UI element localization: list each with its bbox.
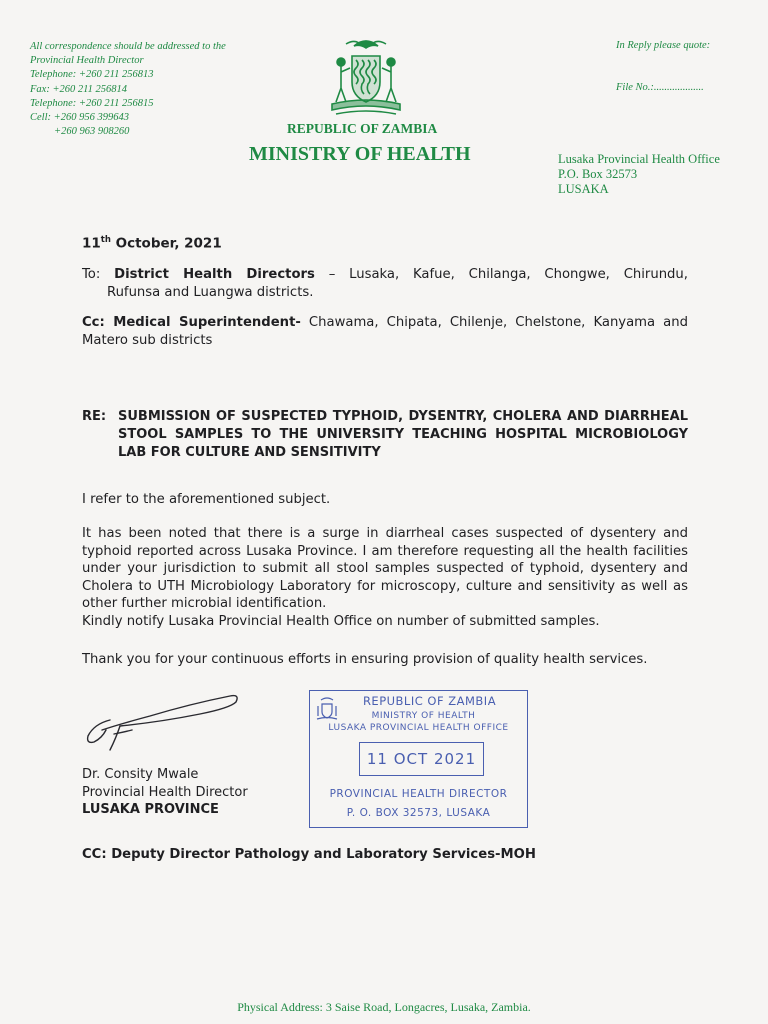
paragraph-intro: I refer to the aforementioned subject. bbox=[82, 492, 331, 507]
coat-of-arms-icon bbox=[326, 34, 406, 120]
subject-text: SUBMISSION OF SUSPECTED TYPHOID, DYSENTRY, CHOLERA AND DIARRHEAL STOOL SAMPLES TO THE UNIVERSITY TEACHING HOSPITAL MICROBIOLOGY LAB FOR CULTURE AND SENSITIVITY bbox=[118, 409, 688, 460]
correspondence-line: Fax: +260 211 256814 bbox=[30, 83, 128, 95]
correspondence-line: Telephone: +260 211 256815 bbox=[30, 97, 154, 109]
date-day: 11 bbox=[82, 235, 101, 252]
letter-date bbox=[82, 235, 222, 252]
office-address bbox=[558, 152, 720, 197]
correspondence-block bbox=[30, 40, 226, 139]
republic-heading: REPUBLIC OF ZAMBIA bbox=[287, 121, 438, 136]
correspondence-line: +260 963 908260 bbox=[54, 126, 130, 138]
subject-label: RE: bbox=[82, 409, 107, 424]
stamp-date: 11 OCT 2021 bbox=[359, 742, 484, 776]
to-label: To: bbox=[82, 267, 115, 282]
office-stamp bbox=[309, 690, 528, 828]
date-suffix: th bbox=[100, 235, 111, 245]
paragraph-request: It has been noted that there is a surge in diarrheal cases suspected of dysentery and typhoid reported across Lusaka Province. I am therefore requesting all the health facilities under your jurisdiction to submit all stool samples suspected of typhoid, dysentery and Cholera to UTH Microbiology Laboratory for microscopy, culture and sensitivity as well as other further microbial identification. bbox=[82, 526, 688, 611]
signature-mark bbox=[80, 690, 250, 760]
paragraph-body bbox=[82, 525, 688, 630]
paragraph-thanks: Thank you for your continuous efforts in ensuring provision of quality health services. bbox=[82, 652, 648, 667]
subject-line bbox=[82, 408, 688, 462]
signer-title: Provincial Health Director bbox=[82, 784, 248, 800]
footer-address: Physical Address: 3 Saise Road, Longacres, Lusaka, Zambia. bbox=[237, 1000, 531, 1014]
correspondence-line: Cell: +260 956 399643 bbox=[30, 112, 129, 124]
to-recipients: District Health Directors bbox=[114, 267, 315, 282]
paragraph-notify: Kindly notify Lusaka Provincial Health Office on number of submitted samples. bbox=[82, 613, 600, 629]
correspondence-line: All correspondence should be addressed to the bbox=[30, 41, 226, 52]
stamp-box: P. O. BOX 32573, LUSAKA bbox=[346, 807, 491, 819]
signer-block bbox=[82, 766, 248, 819]
to-districts: – Lusaka, Kafue, Chilanga, Chongwe, Chirundu, bbox=[314, 267, 688, 282]
signer-province: LUSAKA PROVINCE bbox=[82, 802, 219, 817]
signer-name: Dr. Consity Mwale bbox=[82, 767, 199, 782]
address-line: Lusaka Provincial Health Office bbox=[558, 152, 720, 166]
recipients bbox=[82, 266, 688, 301]
date-rest: October, 2021 bbox=[110, 235, 222, 252]
correspondence-line: Provincial Health Director bbox=[30, 55, 144, 67]
address-line: P.O. Box 32573 bbox=[558, 167, 638, 181]
stamp-republic: REPUBLIC OF ZAMBIA bbox=[362, 694, 497, 708]
ministry-heading: MINISTRY OF HEALTH bbox=[249, 143, 471, 165]
stamp-ministry: MINISTRY OF HEALTH bbox=[371, 711, 476, 721]
stamp-office: LUSAKA PROVINCIAL HEALTH OFFICE bbox=[328, 723, 509, 733]
reply-quote: In Reply please quote: bbox=[616, 40, 711, 51]
file-number: File No.:................... bbox=[616, 82, 704, 93]
address-line: LUSAKA bbox=[558, 182, 609, 196]
cc-label: Cc: Medical Superintendent- bbox=[82, 315, 301, 330]
cc-districts: Chawama, Chipata, Chilenje, Chelstone, Kanyama and Matero sub districts bbox=[82, 315, 688, 348]
cc-deputy-director: CC: Deputy Director Pathology and Laboratory Services-MOH bbox=[82, 847, 536, 862]
stamp-director: PROVINCIAL HEALTH DIRECTOR bbox=[329, 788, 508, 800]
cc-recipients bbox=[82, 314, 688, 349]
to-districts-cont: Rufunsa and Luangwa districts. bbox=[107, 284, 314, 300]
correspondence-line: Telephone: +260 211 256813 bbox=[30, 69, 154, 81]
